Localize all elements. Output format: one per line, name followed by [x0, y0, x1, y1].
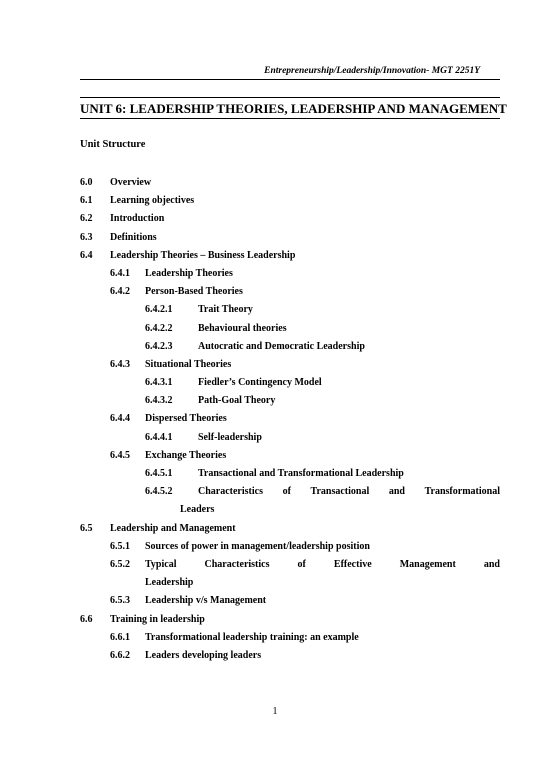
toc-text: Trait Theory: [198, 304, 253, 316]
toc-word: Typical: [145, 558, 177, 570]
unit-structure-heading: Unit Structure: [80, 139, 146, 150]
toc-item: [80, 595, 500, 613]
toc-item: [80, 614, 500, 632]
toc-number: 6.3: [80, 231, 93, 243]
toc-item: [80, 450, 500, 468]
toc-text: Dispersed Theories: [145, 413, 227, 425]
toc-number: 6.5.2: [110, 558, 130, 570]
toc-item: [80, 323, 500, 341]
toc-text: Leadership and Management: [110, 522, 236, 534]
toc-number: 6.4.2.3: [145, 340, 173, 352]
toc-word: and: [483, 558, 500, 570]
toc-number: 6.5.3: [110, 595, 130, 607]
toc-word: Transformational: [424, 486, 500, 498]
toc-text: Exchange Theories: [145, 449, 227, 461]
toc-number: 6.4.4.1: [145, 431, 173, 443]
toc-number: 6.5.1: [110, 540, 130, 552]
toc-number: 6.6: [80, 613, 93, 625]
toc-item: [80, 632, 500, 650]
toc-text: Behavioural theories: [198, 322, 287, 334]
toc-number: 6.6.2: [110, 649, 130, 661]
page-number: 1: [272, 706, 278, 717]
toc-text: Autocratic and Democratic Leadership: [198, 340, 365, 352]
toc-text: Self-leadership: [198, 431, 262, 443]
toc-number: 6.1: [80, 195, 93, 207]
toc-number: 6.4.3.2: [145, 395, 173, 407]
toc-number: 6.6.1: [110, 631, 130, 643]
toc-text: Path-Goal Theory: [198, 395, 276, 407]
toc-item: [80, 377, 500, 395]
header-rule: [80, 79, 500, 80]
toc-text: Leadership Theories – Business Leadership: [110, 249, 296, 261]
toc-item: [80, 304, 500, 322]
toc-word: Effective: [333, 558, 372, 570]
toc-item-continuation: [80, 577, 500, 595]
toc-item: [80, 650, 500, 668]
toc-number: 6.4.3: [110, 358, 130, 370]
toc-text: Definitions: [110, 231, 157, 243]
toc-number: 6.4.3.1: [145, 377, 173, 389]
toc-word: of: [297, 558, 306, 570]
toc-text: Leadership: [145, 577, 194, 589]
toc-item: [80, 359, 500, 377]
toc-number: 6.4.2.1: [145, 304, 173, 316]
toc-item: [80, 213, 500, 231]
toc-item: [80, 541, 500, 559]
toc-text: Transactional and Transformational Leadership: [198, 468, 404, 479]
toc-text: Learning objectives: [110, 195, 195, 207]
toc-text: Fiedler’s Contingency Model: [198, 377, 322, 389]
toc-number: 6.4.5.2: [145, 486, 173, 498]
toc-number: 6.4.2.2: [145, 322, 173, 334]
toc-word: and: [388, 486, 405, 498]
title-rule-top: [80, 97, 500, 98]
toc-text: Leadership v/s Management: [145, 595, 267, 607]
toc-number: 6.2: [80, 213, 93, 225]
toc-number: 6.4.1: [110, 267, 130, 279]
toc-text: Leadership Theories: [145, 267, 233, 279]
toc-word: Management: [399, 558, 456, 570]
toc-number: 6.0: [80, 177, 93, 188]
toc-number: 6.4.2: [110, 286, 130, 298]
toc-text: Leaders: [180, 504, 215, 516]
toc-text: Situational Theories: [145, 358, 232, 370]
toc-item: [80, 232, 500, 250]
toc-number: 6.4.4: [110, 413, 130, 425]
toc-item: [80, 395, 500, 413]
toc-word: Characteristics: [198, 486, 263, 498]
toc-item: [80, 195, 500, 213]
toc-item: [80, 523, 500, 541]
toc-item: [80, 250, 500, 268]
toc-number: 6.4.5: [110, 449, 130, 461]
toc-number: 6.5: [80, 522, 93, 534]
toc-item-continuation: [80, 504, 500, 522]
toc-text: Person-Based Theories: [145, 286, 243, 298]
running-header: Entrepreneurship/Leadership/Innovation- MGT 2251Y: [264, 66, 480, 76]
toc-item: [80, 468, 500, 486]
toc-text: Leaders developing leaders: [145, 649, 262, 661]
toc-item: [80, 341, 500, 359]
toc-item: [80, 177, 500, 195]
toc-text: [198, 486, 500, 504]
toc-item: [80, 559, 500, 577]
unit-title: UNIT 6: LEADERSHIP THEORIES, LEADERSHIP AND MANAGEMENT: [80, 101, 507, 116]
toc-word: Transactional: [310, 486, 370, 498]
toc-item: [80, 268, 500, 286]
toc-item: [80, 432, 500, 450]
toc-text: [145, 559, 500, 577]
toc-word: of: [282, 486, 291, 498]
toc-text: Transformational leadership training: an example: [145, 631, 359, 643]
toc-item: [80, 486, 500, 504]
toc-number: 6.4: [80, 249, 93, 261]
toc-text: Introduction: [110, 213, 165, 225]
toc-item: [80, 286, 500, 304]
table-of-contents: [80, 177, 500, 668]
toc-number: 6.4.5.1: [145, 468, 173, 479]
toc-item: [80, 413, 500, 431]
toc-text: Overview: [110, 177, 152, 188]
toc-word: Characteristics: [204, 558, 270, 570]
title-rule-bottom: [80, 118, 500, 119]
toc-text: Training in leadership: [110, 613, 205, 625]
toc-text: Sources of power in management/leadership position: [145, 540, 370, 552]
